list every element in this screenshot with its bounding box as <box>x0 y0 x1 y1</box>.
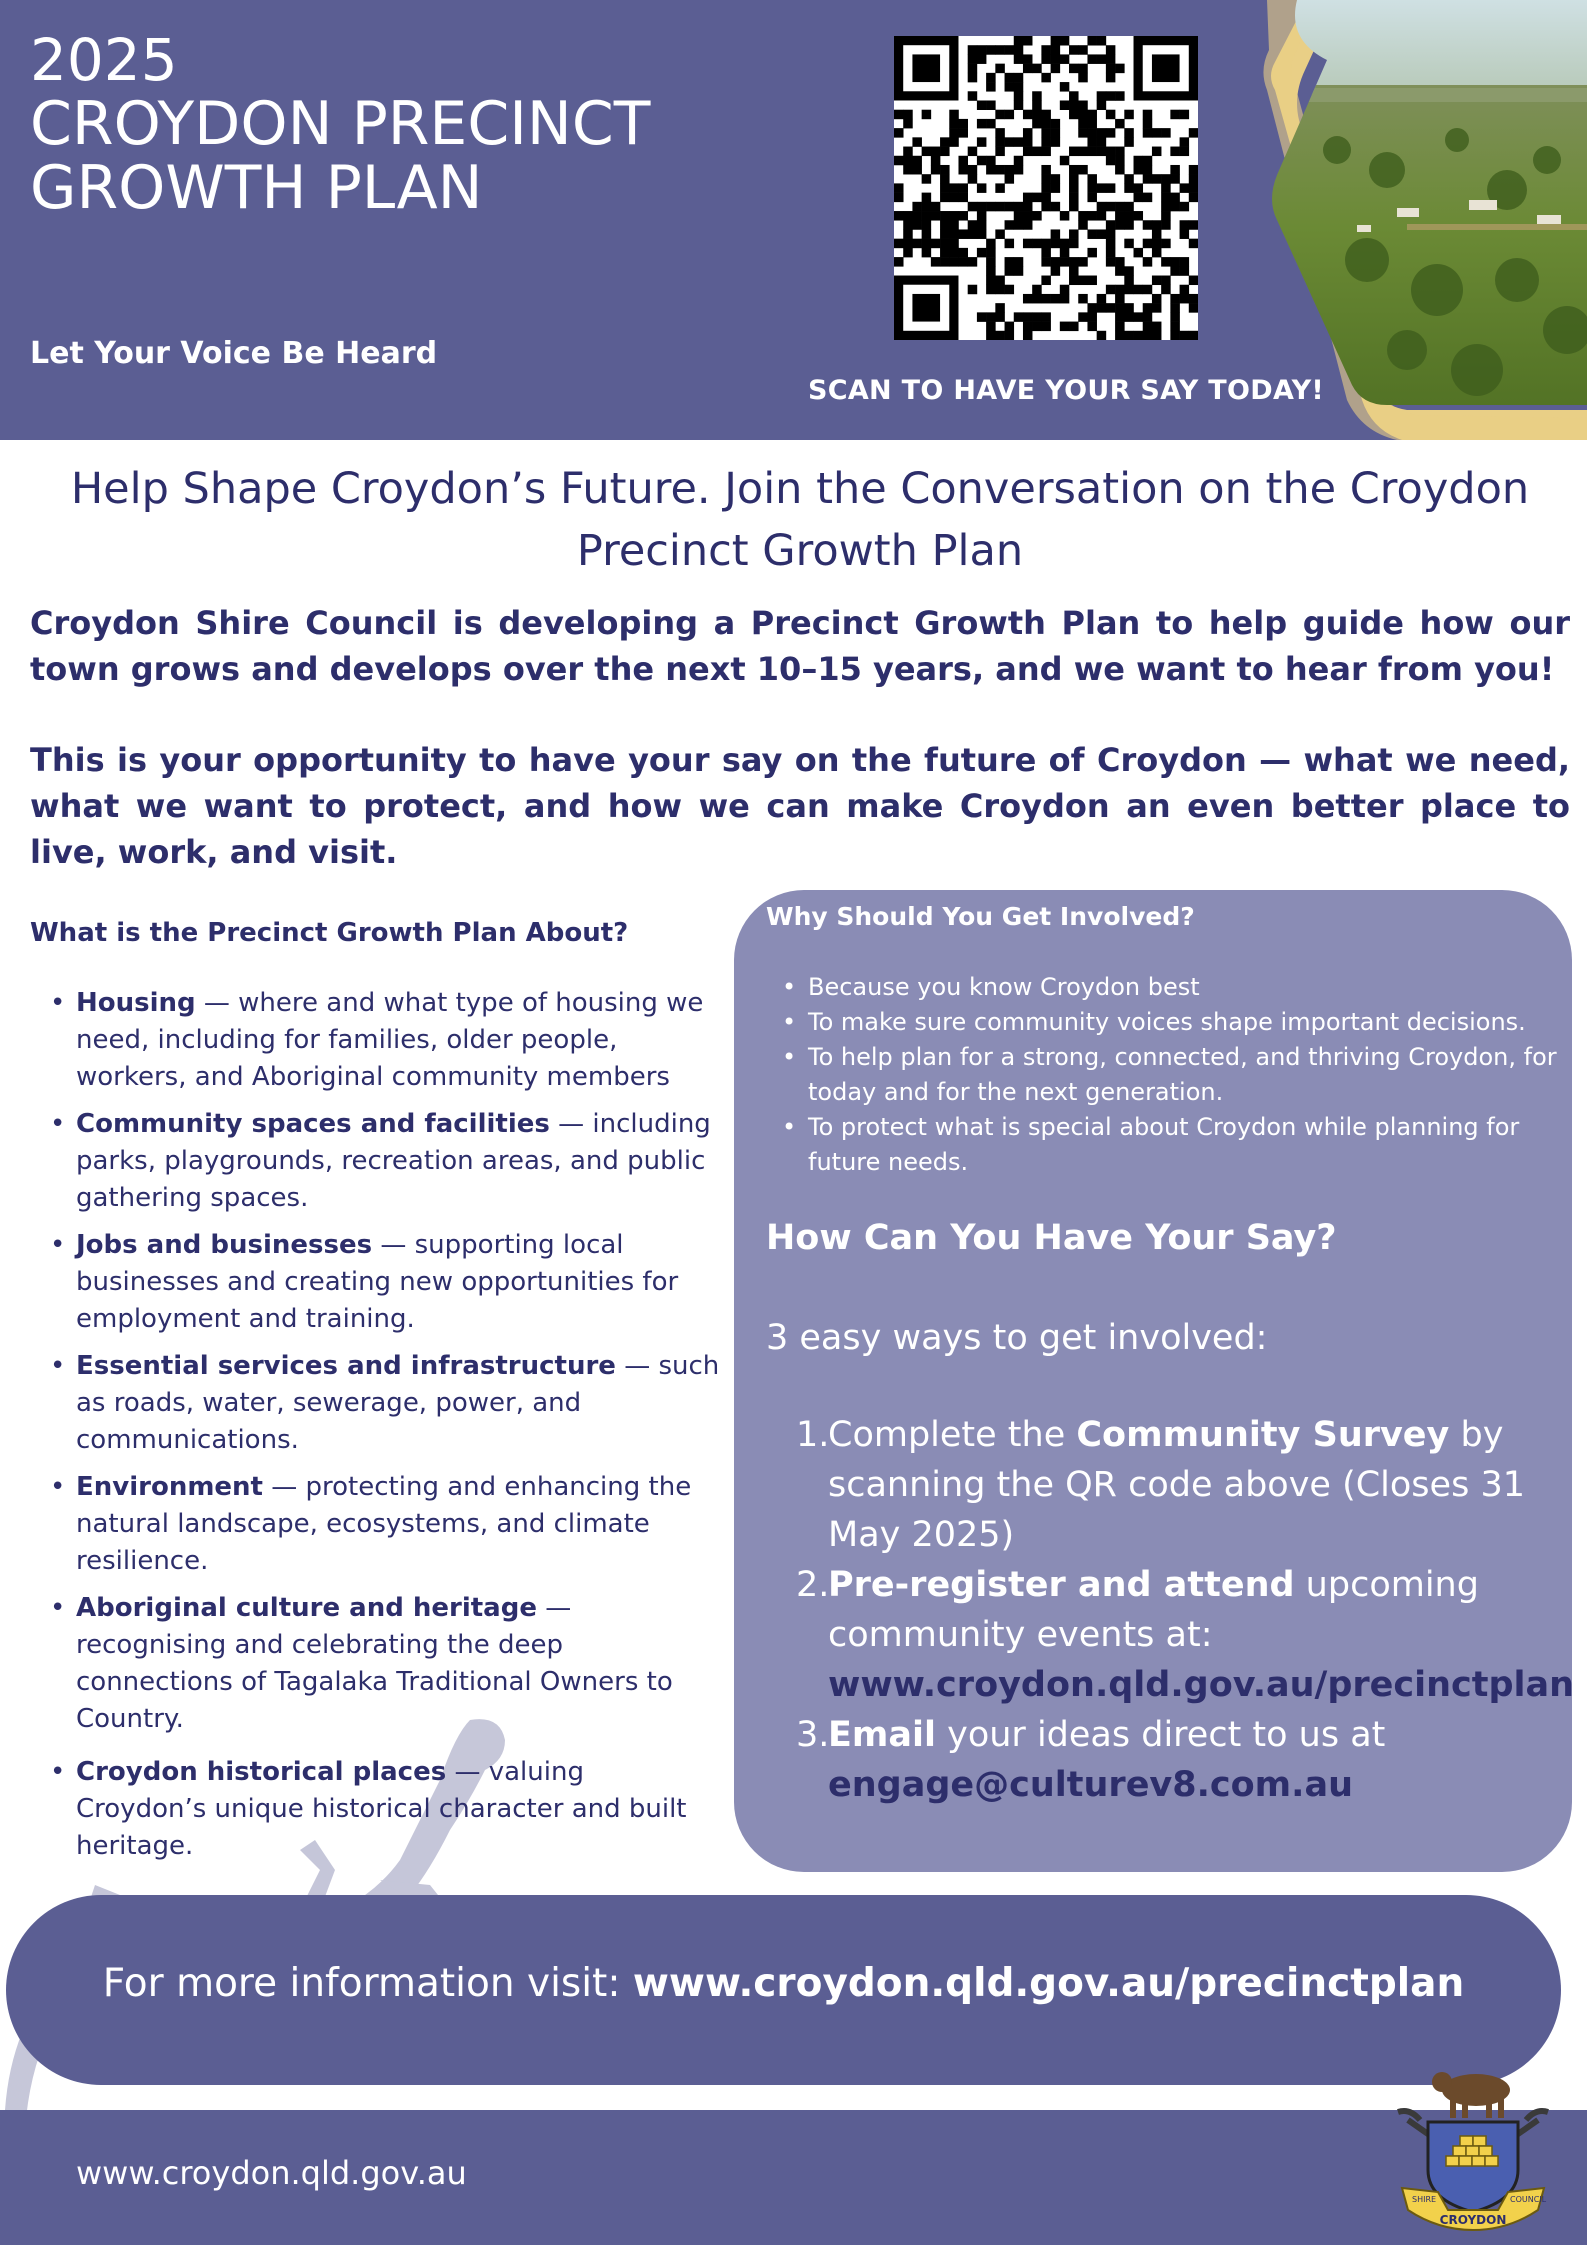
council-crest-icon <box>1388 2060 1558 2235</box>
ways-list <box>766 1410 1575 1810</box>
how-title: How Can You Have Your Say? <box>766 1218 1337 1258</box>
events-link[interactable]: www.croydon.qld.gov.au/precinctplan <box>828 1665 1575 1705</box>
item-number: 3. <box>796 1715 830 1755</box>
item-text: your ideas direct to us at <box>936 1715 1386 1755</box>
page-title: CROYDON PRECINCT GROWTH PLAN <box>30 89 651 223</box>
get-involved-panel <box>734 890 1575 1872</box>
footer <box>0 2110 1587 2245</box>
list-item: • To protect what is special about Croydon while planning for future needs. <box>766 1110 1566 1180</box>
item-bold: Community Survey <box>1076 1415 1450 1455</box>
item-term: Environment <box>76 1472 263 1502</box>
list-item <box>30 1754 720 1865</box>
why-title: Why Should You Get Involved? <box>766 902 1195 931</box>
item-term: Croydon historical places <box>76 1757 447 1787</box>
info-banner <box>6 1895 1561 2085</box>
item-text: — recognising and celebrating the deep connections of Tagalaka Traditional Owners to Country. <box>76 1593 673 1734</box>
tagline: Let Your Voice Be Heard <box>30 336 438 371</box>
qr-code[interactable] <box>894 36 1198 340</box>
about-section-title: What is the Precinct Growth Plan About? <box>30 918 629 948</box>
why-list <box>766 970 1566 1180</box>
ways-intro: 3 easy ways to get involved: <box>766 1318 1268 1358</box>
list-item <box>30 1590 720 1738</box>
item-term: Housing <box>76 988 196 1018</box>
list-item: • To make sure community voices shape important decisions. <box>766 1005 1566 1040</box>
header-banner <box>0 0 1587 440</box>
way-item <box>766 1710 1556 1810</box>
way-item <box>766 1410 1556 1560</box>
email-link[interactable]: engage@culturev8.com.au <box>828 1765 1353 1805</box>
item-number: 2. <box>796 1565 830 1605</box>
item-term: Essential services and infrastructure <box>76 1351 616 1381</box>
crest-text-left: SHIRE <box>1412 2195 1437 2204</box>
item-text: Complete the <box>828 1415 1077 1455</box>
headline: Help Shape Croydon’s Future. Join the Conversation on the Croydon Precinct Growth Plan <box>70 464 1530 576</box>
info-link[interactable]: www.croydon.qld.gov.au/precinctplan <box>632 1961 1465 2006</box>
item-text: — such as roads, water, sewerage, power, and communications. <box>76 1351 720 1455</box>
item-text: — supporting local businesses and creating new opportunities for employment and training. <box>76 1230 679 1334</box>
year-label: 2025 <box>30 26 178 94</box>
list-item <box>30 985 720 1096</box>
list-item <box>30 1106 720 1217</box>
list-item <box>30 1348 720 1459</box>
item-text: — where and what type of housing we need, including for families, older people, workers, and Aboriginal community members <box>76 988 704 1092</box>
crest-text-bottom: CROYDON <box>1439 2213 1507 2227</box>
item-text: upcoming community events at: <box>828 1565 1479 1655</box>
about-list <box>30 985 720 1875</box>
item-text: — protecting and enhancing the natural landscape, ecosystems, and climate resilience. <box>76 1472 692 1576</box>
item-bold: Pre-register and attend <box>828 1565 1295 1605</box>
qr-code-graphic <box>894 36 1198 340</box>
item-bold: Email <box>828 1715 936 1755</box>
crest-text-right: COUNCIL <box>1510 2195 1547 2204</box>
item-number: 1. <box>796 1415 830 1455</box>
intro-paragraph-2: This is your opportunity to have your say on the future of Croydon — what we need, what we want to protect, and how we can make Croydon an even better place to live, work, and visit. <box>30 741 1570 871</box>
landscape-photo <box>1247 0 1587 440</box>
list-item: • Because you know Croydon best <box>766 970 1566 1005</box>
info-text <box>6 1961 1561 2006</box>
item-term: Jobs and businesses <box>76 1230 373 1260</box>
list-item <box>30 1227 720 1338</box>
item-term: Community spaces and facilities <box>76 1109 550 1139</box>
intro-paragraph-1: Croydon Shire Council is developing a Precinct Growth Plan to help guide how our town grows and develops over the next 10–15 years, and we want to hear from you! <box>30 604 1570 688</box>
list-item <box>30 1469 720 1580</box>
way-item <box>766 1560 1575 1710</box>
info-prefix: For more information visit: <box>102 1961 633 2006</box>
scan-cta: SCAN TO HAVE YOUR SAY TODAY! <box>808 375 1325 406</box>
list-item: • To help plan for a strong, connected, and thriving Croydon, for today and for the next generation. <box>766 1040 1566 1110</box>
footer-link[interactable]: www.croydon.qld.gov.au <box>76 2154 467 2192</box>
item-text: — valuing Croydon’s unique historical character and built heritage. <box>76 1757 687 1861</box>
item-text: — including parks, playgrounds, recreation areas, and public gathering spaces. <box>76 1109 711 1213</box>
item-text: by scanning the QR code above (Closes 31 May 2025) <box>828 1415 1525 1555</box>
item-term: Aboriginal culture and heritage <box>76 1593 537 1623</box>
